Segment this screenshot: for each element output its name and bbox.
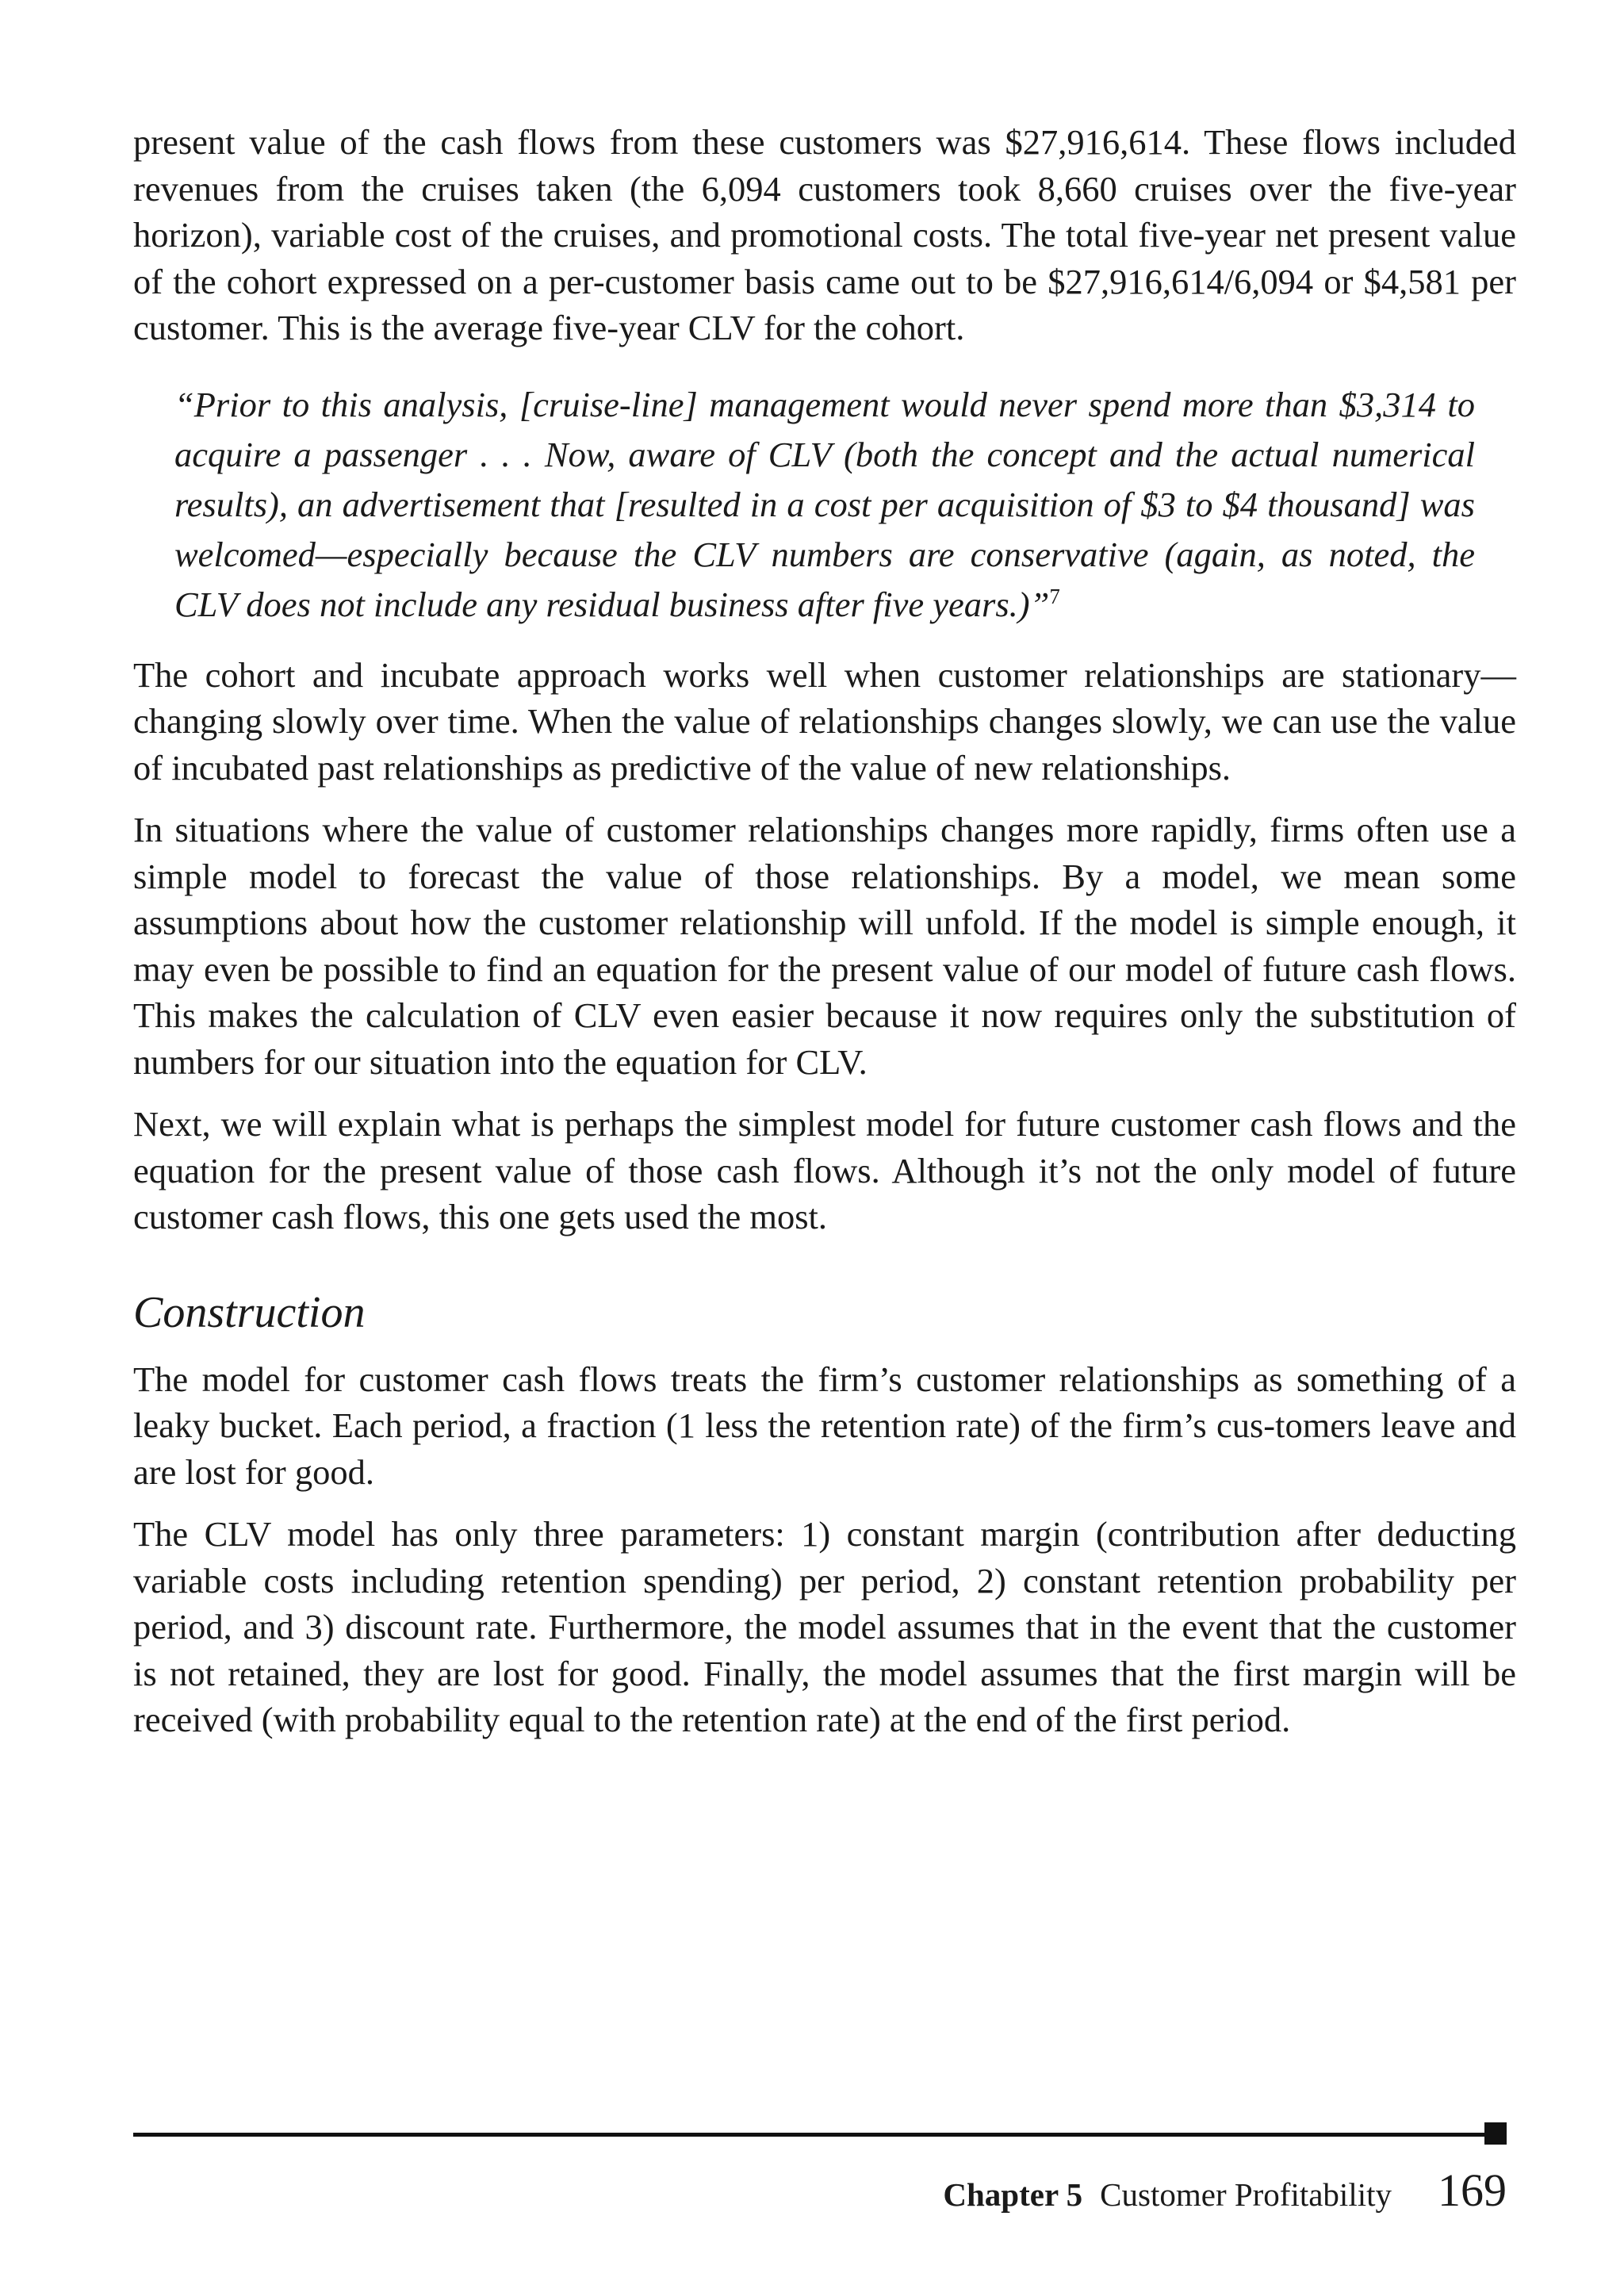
paragraph-cohort-incubate: The cohort and incubate approach works well when customer relationships are stationary—changing slowly over time. When the value of relationships changes slowly, we can use the value of incubated past relationships as predictive of the value of new relationships. xyxy=(133,654,1516,788)
block-quote xyxy=(174,380,1475,630)
paragraph-clv-parameters: The CLV model has only three parameters: 1) constant margin (contribution after deducting variable costs including retention spending) per period, 2) constant retention probability per period, and 3) discount rate. Furthermore, the model assumes that in the event that the customer is not retained, they are lost for good. Finally, the model assumes that the first margin will be received (with probability equal to the retention rate) at the end of the first period. xyxy=(133,1514,1516,1739)
paragraph-next-explain: Next, we will explain what is perhaps the simplest model for future customer cash flows and the equation for the present value of those cash flows. Although it’s not the only model of future customer cash flows, this one gets used the most. xyxy=(133,1104,1516,1236)
footer-chapter-label: Chapter 5 xyxy=(943,2176,1083,2213)
footer-rule-marker xyxy=(1484,2122,1507,2145)
paragraph-simple-model: In situations where the value of customer relationships changes more rapidly, firms often use a simple model to forecast the value of those relationships. By a model, we mean some assumptions about how the customer relationship will unfold. If the model is simple enough, it may even be possible to find an equation for the present value of our model of future cash flows. This makes the calculation of CLV even easier because it now requires only the substitution of numbers for our situation into the equation for CLV. xyxy=(133,810,1516,1082)
footer-page-number: 169 xyxy=(1438,2164,1507,2216)
footer-chapter-title: Customer Profitability xyxy=(1100,2176,1392,2213)
page-body xyxy=(133,119,1516,1759)
footnote-marker: 7 xyxy=(1049,584,1060,608)
paragraph-leaky-bucket: The model for customer cash flows treats the firm’s customer relationships as something of a leaky bucket. Each period, a fraction (1 less the retention rate) of the firm’s cus-tomers leave and are lost for good. xyxy=(133,1359,1516,1492)
section-heading-construction: Construction xyxy=(133,1287,366,1337)
paragraph-cohort-value: present value of the cash flows from these customers was $27,916,614. These flows included revenues from the cruises taken (the 6,094 customers took 8,660 cruises over the five-year horizon), variable cost of the cruises, and promotional costs. The total five-year net present value of the cohort expressed on a per-customer basis came out to be $27,916,614/6,094 or $4,581 per customer. This is the average five-year CLV for the cohort. xyxy=(133,122,1516,347)
page-footer xyxy=(943,2164,1507,2217)
footer-rule xyxy=(133,2133,1484,2137)
quote-text: “Prior to this analysis, [cruise-line] management would never spend more than $3,314 to acquire a passenger . . . Now, aware of CLV (both the concept and the actual numerical results), an advertisement that [resulted in a cost per acquisition of $3 to $4 thousand] was welcomed—especially because the CLV numbers are conservative (again, as noted, the CLV does not include any residual business after five years.)” xyxy=(174,384,1475,624)
